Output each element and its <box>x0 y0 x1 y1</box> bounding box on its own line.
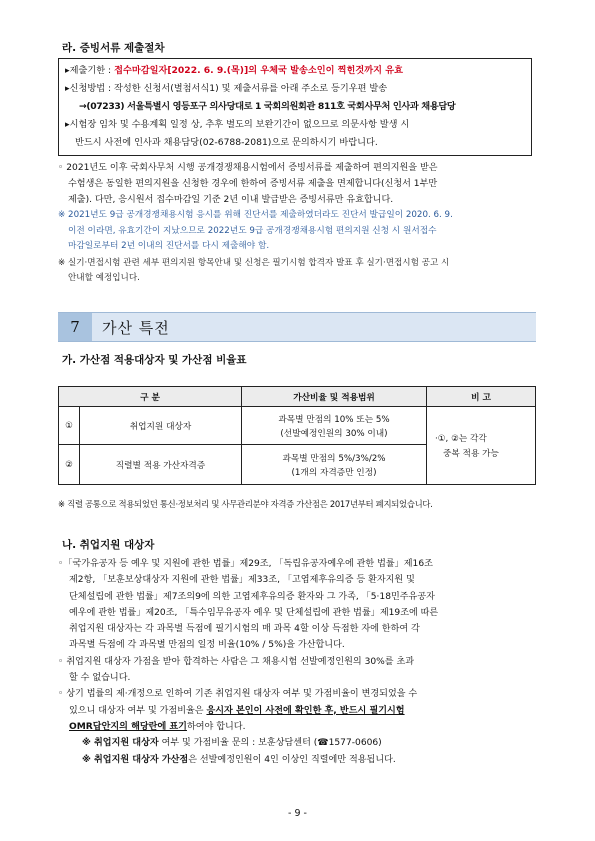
diagnosis-note: ※ 2021년도 9급 공개경쟁채용시험 응시를 위해 진단서를 제출하였더라도 진단서 발급일이 2020. 6. 9. 이전 이라면, 유효기간이 지났으므로 2022년도 9급 공개경쟁채용시험 편의지원 신청 시 원서접수 마감일로부터 2년 이내의 진단서를 다시 제출해야 함. <box>58 210 453 251</box>
method-line: ▸신청방법 : 작성한 신청서(별첨서식1) 및 제출서류를 아래 주소로 등기우편 발송 <box>65 83 388 94</box>
section-heading-ga: 가. 가산점 적용대상자 및 가산점 비율표 <box>62 354 247 366</box>
exemption-paragraph: ◦ 2021년도 이후 국회사무처 시행 공개경쟁채용시험에서 증빙서류를 제출하여 편의지원을 받은 수험생은 동일한 편의지원을 신청한 경우에 한하여 증빙서류 제출을 면제합니다(신청서 1부만 제출). 다만, 응시원서 접수마감일 기준 2년 이내 발급받은 증빙서류만 유효합니다. <box>58 163 438 206</box>
section-heading-na: 나. 취업지원 대상자 <box>62 539 155 551</box>
emphasis-text: OMR답안지의 해당란에 표기 <box>69 721 187 732</box>
row-rate: 과목별 만점의 5%/3%/2% (1개의 자격증만 인정) <box>242 445 427 485</box>
list-item: ◦「국가유공자 등 예우 및 지원에 관한 법률」제29조, 「독립유공자예우에 관한 법률」제16조 <box>58 559 433 569</box>
row-number: ② <box>59 445 80 485</box>
table-header-row <box>59 387 536 407</box>
row-category: 직렬별 적용 가산자격증 <box>80 445 242 485</box>
address-line: →(07233) 서울특별시 영등포구 의사당대로 1 국회의원회관 811호 국회사무처 인사과 채용담당 <box>79 101 456 112</box>
header-rate: 가산비율 및 적용범위 <box>242 387 427 407</box>
bonus-points-table <box>58 386 536 485</box>
schedule-line: ▸시험장 임차 및 수용계획 일정 상, 추후 별도의 보완기간이 없으므로 의문사항 발생 시 <box>65 119 410 130</box>
table-row <box>59 407 536 445</box>
header-remark: 비 고 <box>427 387 536 407</box>
inquiry-note: ※ 취업지원 대상자 여부 및 가점비율 문의 : 보훈상담센터 (☎1577-0606) <box>82 738 382 749</box>
list-item: ◦ 취업지원 대상자 가점을 받아 합격하는 사람은 그 채용시험 선발예정인원의 30%를 초과 <box>58 656 415 667</box>
table-footnote: ※ 직렬 공통으로 적용되었던 통신·정보처리 및 사무관리분야 자격증 가산점은 2017년부터 폐지되었습니다. <box>58 499 433 509</box>
section-7-bar <box>58 312 536 342</box>
section-title: 가산 특전 <box>102 318 170 337</box>
row-rate: 과목별 만점의 10% 또는 5% (선발예정인원의 30% 이내) <box>242 407 427 445</box>
section-number: 7 <box>58 313 92 341</box>
emphasis-text: 응시자 본인이 사전에 확인한 후, 반드시 필기시험 <box>206 705 405 716</box>
submission-procedure-box <box>58 58 532 156</box>
contact-line: 반드시 사전에 인사과 채용담당(02-6788-2081)으로 문의하시기 바랍니다. <box>75 137 378 148</box>
header-category: 구 분 <box>59 387 242 407</box>
row-category: 취업지원 대상자 <box>80 407 242 445</box>
deadline-line: ▸제출기한 : 접수마감일자[2022. 6. 9.(목)]의 우체국 발송소인이 찍힌것까지 유효 <box>65 65 404 76</box>
employment-support-list: ◦「국가유공자 등 예우 및 지원에 관한 법률」제29조, 「독립유공자예우에 관한 법률」제16조 제2항, 「보훈보상대상자 지원에 관한 법률」제33조, 「고엽제후유의증 등 환자지원 및 단체설립에 관한 법률」제7조의9에 의한 고엽제후유의증 환자와 그 가족, 「5·18민주유공자 예우에 관한 법률」제20조, 「특수임무유공자 예우 및 단체설립에 관한 법률」제19조에 따른 취업지원 대상자는 각 과목별 득점에 필기시험의 매 과목 4할 이상 득점한 자에 한하여 각 과목별 득점에 각 과목별 만점의 일정 비율(10% / 5%)을 가산합니다. ◦ 취업지원 대상자 가점을 받아 합격하는 사람은 그 채용시험 선발예정인원의 30%를 초과 할 수 없습니다. ◦ 상기 법률의 제·개정으로 인하여 기존 취업지원 대상자 여부 및 가점비율이 변경되었을 수 있으니 대상자 여부 및 가점비율은 응시자 본인이 사전에 확인한 후, 반드시 필기시험 OMR답안지의 해당란에 표기하여야 합니다. ※ 취업지원 대상자 여부 및 가점비율 문의 : 보훈상담센터 (☎1577-0606) ※ 취업지원 대상자 가산점은 선발예정인원이 4인 이상인 직렬에만 적용됩니다. <box>58 556 538 768</box>
section-heading-ra: 라. 증빙서류 제출절차 <box>62 42 165 54</box>
deadline-text: 접수마감일자[2022. 6. 9.(목)]의 우체국 발송소인이 찍힌것까지 유효 <box>114 65 404 76</box>
list-item: ◦ 상기 법률의 제·개정으로 인하여 기존 취업지원 대상자 여부 및 가점비율이 변경되었을 수 <box>58 689 418 700</box>
row-number: ① <box>59 407 80 445</box>
practical-exam-note: ※ 실기·면접시험 관련 세부 편의지원 항목안내 및 신청은 필기시험 합격자 발표 후 실기·면접시험 공고 시 안내할 예정입니다. <box>58 258 450 283</box>
applicability-note: ※ 취업지원 대상자 가산점은 선발예정인원이 4인 이상인 직렬에만 적용됩니다. <box>82 754 396 765</box>
page-number: - 9 - <box>288 808 307 819</box>
row-remark: ·①, ②는 각각 중복 적용 가능 <box>427 407 536 485</box>
